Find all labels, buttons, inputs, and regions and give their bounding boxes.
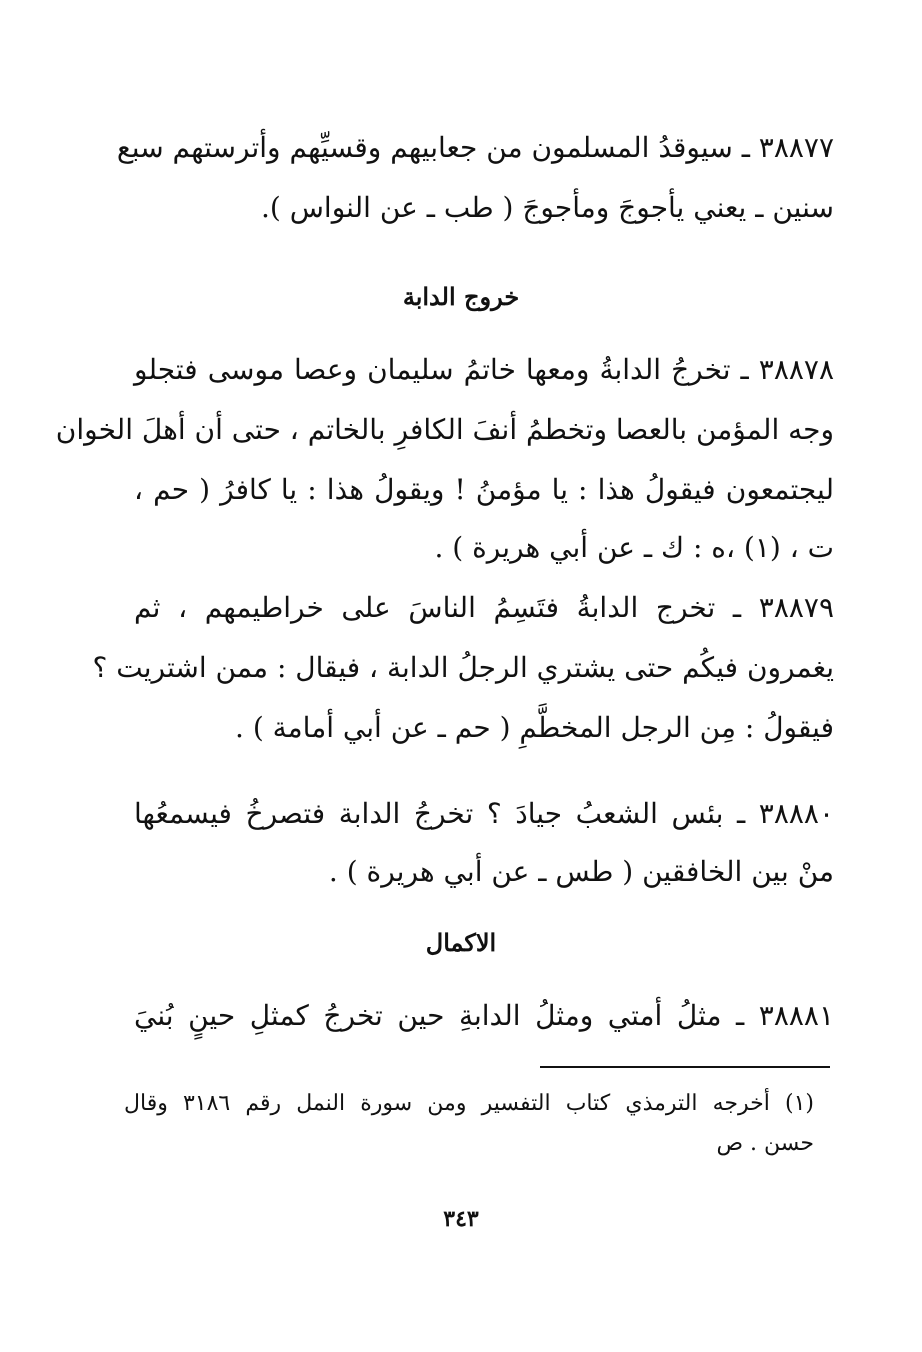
footnote-line-2: حسن . ص [716, 1131, 814, 1156]
footnote-line-1: (١) أخرجه الترمذي كتاب التفسير ومن سورة النمل رقم ٣١٨٦ وقال [124, 1091, 814, 1116]
hadith-38878-line-4: ت ، (١) ،ه : ك ـ عن أبي هريرة ) . [434, 531, 834, 564]
hadith-38880-line-1: ٣٨٨٨٠ ـ بئس الشعبُ جيادَ ؟ تخرجُ الدابة فتصرخُ فيسمعُها [134, 797, 834, 830]
hadith-38880-line-2: منْ بين الخافقين ( طس ـ عن أبي هريرة ) . [328, 855, 834, 888]
page-number: ٣٤٣ [443, 1206, 479, 1232]
hadith-38879-line-3: فيقولُ : مِن الرجل المخطَّمِ ( حم ـ عن أبي أمامة ) . [235, 711, 834, 744]
section-heading-khuruj-al-dabba: خروج الدابة [402, 282, 520, 311]
section-heading-al-ikmal: الاكمال [425, 928, 497, 957]
hadith-38879-line-1: ٣٨٨٧٩ ـ تخرج الدابةُ فتَسِمُ الناسَ على خراطيمهم ، ثم [134, 591, 834, 624]
footnote-divider [540, 1066, 830, 1068]
hadith-38878-line-3: ليجتمعون فيقولُ هذا : يا مؤمنُ ! ويقولُ هذا : يا كافرُ ( حم ، [134, 473, 834, 506]
hadith-38881-line-1: ٣٨٨٨١ ـ مثلُ أمتي ومثلُ الدابةِ حين تخرجُ كمثلِ حينٍ بُنيَ [134, 999, 834, 1032]
hadith-38879-line-2: يغمرون فيكُم حتى يشتري الرجلُ الدابة ، فيقال : ممن اشتريت ؟ [92, 651, 834, 684]
hadith-38877-line-1: ٣٨٨٧٧ ـ سيوقدُ المسلمون من جعابيهم وقسيِّهم وأترستهم سبع [116, 131, 834, 164]
hadith-38877-line-2: سنين ـ يعني يأجوجَ ومأجوجَ ( طب ـ عن النواس ). [261, 191, 834, 224]
hadith-38878-line-2: وجه المؤمن بالعصا وتخطمُ أنفَ الكافرِ بالخاتم ، حتى أن أهلَ الخوان [55, 413, 834, 446]
hadith-38878-line-1: ٣٨٨٧٨ ـ تخرجُ الدابةُ ومعها خاتمُ سليمان وعصا موسى فتجلو [134, 353, 834, 386]
